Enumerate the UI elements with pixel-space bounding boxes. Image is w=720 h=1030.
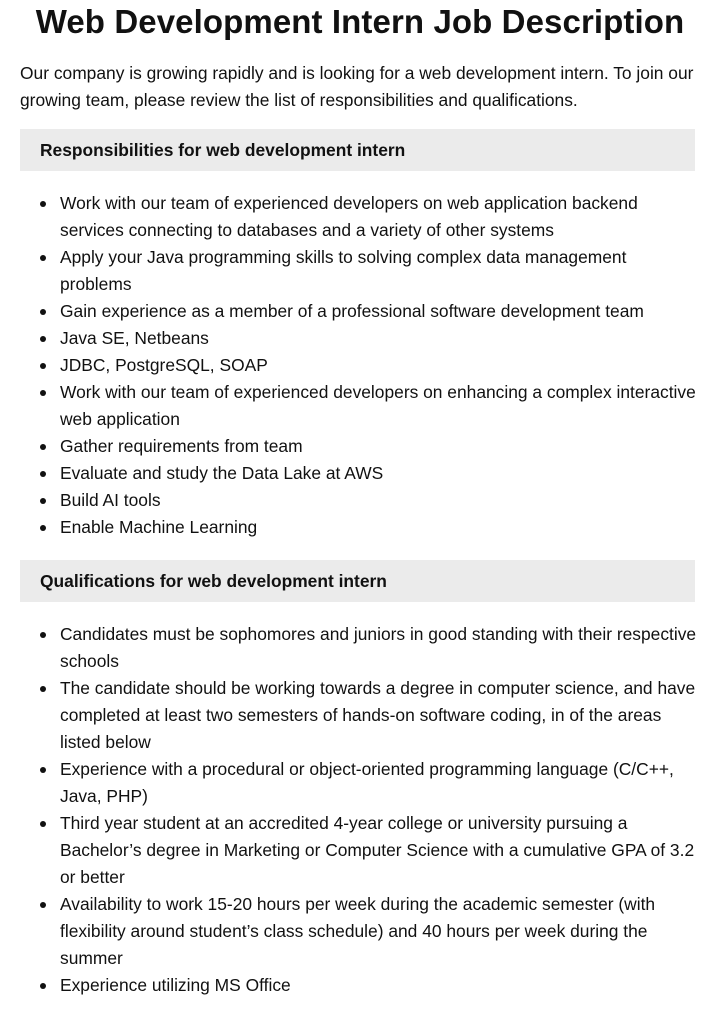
list-item	[20, 972, 700, 999]
list-item-text: Candidates must be sophomores and juniors in good standing with their respective schools	[60, 624, 697, 671]
list-item-text: Work with our team of experienced developers on web application backend services connecting to databases and a variety of other systems	[60, 193, 638, 240]
bullet-icon	[40, 309, 46, 315]
list-item	[20, 298, 700, 325]
list-item-text: Enable Machine Learning	[60, 517, 258, 537]
list-item	[20, 460, 700, 487]
list-item-text: Build AI tools	[60, 490, 161, 510]
intro-paragraph: Our company is growing rapidly and is looking for a web development intern. To join our growing team, please review the list of responsibilities and qualifications.	[20, 63, 694, 110]
bullet-icon	[40, 821, 46, 827]
responsibilities-heading: Responsibilities for web development intern	[20, 129, 695, 171]
bullet-icon	[40, 471, 46, 477]
list-item	[20, 891, 700, 972]
list-item-text: Third year student at an accredited 4-year college or university pursuing a Bachelor’s degree in Marketing or Computer Science with a cumulative GPA of 3.2 or better	[60, 813, 695, 887]
list-item	[20, 433, 700, 460]
bullet-icon	[40, 363, 46, 369]
page-title: Web Development Intern Job Description	[35, 3, 685, 40]
list-item	[20, 810, 700, 891]
list-item-text: Java SE, Netbeans	[60, 328, 209, 348]
list-item	[20, 325, 700, 352]
list-item-text: Availability to work 15-20 hours per week during the academic semester (with flexibility around student’s class schedule) and 40 hours per week during the summer	[60, 894, 656, 968]
list-item	[20, 379, 700, 433]
list-item-text: JDBC, PostgreSQL, SOAP	[60, 355, 268, 375]
bullet-icon	[40, 390, 46, 396]
qualifications-heading: Qualifications for web development intern	[20, 560, 695, 602]
list-item	[20, 621, 700, 675]
list-item	[20, 244, 700, 298]
list-item-text: The candidate should be working towards a degree in computer science, and have completed at least two semesters of hands-on software coding, in of the areas listed below	[60, 678, 696, 752]
list-item-text: Gain experience as a member of a professional software development team	[60, 301, 644, 321]
bullet-icon	[40, 525, 46, 531]
bullet-icon	[40, 902, 46, 908]
list-item-text: Evaluate and study the Data Lake at AWS	[60, 463, 384, 483]
bullet-icon	[40, 632, 46, 638]
bullet-icon	[40, 767, 46, 773]
list-item-text: Work with our team of experienced developers on enhancing a complex interactive web application	[60, 382, 696, 429]
list-item	[20, 352, 700, 379]
list-item-text: Experience with a procedural or object-oriented programming language (C/C++, Java, PHP)	[60, 759, 674, 806]
bullet-icon	[40, 983, 46, 989]
list-item-text: Apply your Java programming skills to solving complex data management problems	[60, 247, 627, 294]
list-item	[20, 487, 700, 514]
list-item	[20, 756, 700, 810]
bullet-icon	[40, 201, 46, 207]
bullet-icon	[40, 336, 46, 342]
list-item	[20, 675, 700, 756]
qualifications-list	[20, 621, 700, 999]
list-item-text: Experience utilizing MS Office	[60, 975, 291, 995]
responsibilities-list	[20, 190, 700, 541]
list-item	[20, 514, 700, 541]
list-item-text: Gather requirements from team	[60, 436, 303, 456]
bullet-icon	[40, 686, 46, 692]
bullet-icon	[40, 444, 46, 450]
bullet-icon	[40, 498, 46, 504]
bullet-icon	[40, 255, 46, 261]
list-item	[20, 190, 700, 244]
